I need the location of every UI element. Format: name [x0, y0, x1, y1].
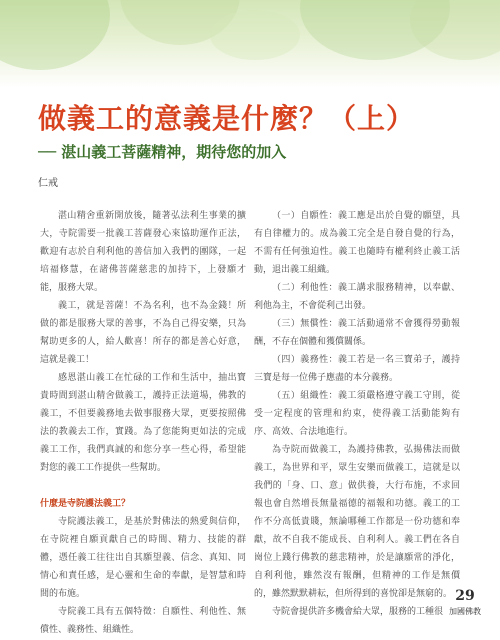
article-subtitle: ── 湛山義工菩薩精神，期待您的加入: [38, 143, 287, 161]
decorative-green-banner: [0, 0, 500, 88]
paragraph: 感恩湛山義工在忙碌的工作和生活中，抽出寶貴時間到湛山精舍做義工，護持正法道場，佛教的義工，不但要義務地去做事服務大眾，更要按照佛法的教義去工作，實踐。為了您能夠更如法的完成義工工作，我們真誠的和您分享一些心得，希望能對您的義工工作提供一些幫助。: [40, 373, 246, 473]
paragraph: （五）組織性：義工須嚴格遵守義工守則，從受一定程度的管理和約束，使得義工活動能夠有序、高效、合法地進行。: [254, 391, 460, 437]
paragraph: （三）無償性：義工活動通常不會獲得勞動報酬，不存在個體和獲償關係。: [254, 319, 460, 347]
right-column: [254, 207, 460, 621]
paragraph: 義工，就是菩薩！不為名利，也不為金錢！所做的都是服務大眾的善事，不為自己得安樂，只為幫助更多的人，給人歡喜！所存的都是善心好意，這就是義工！: [40, 301, 246, 365]
leaf-shape: [410, 0, 500, 60]
page-number: 29: [455, 588, 475, 604]
paragraph: （四）義務性：義工若是一名三寶弟子，護持三寶是每一位佛子應盡的本分義務。: [254, 355, 460, 383]
paragraph: （二）利他性：義工講求服務精神，以奉獻、利他為主，不會從利己出發。: [254, 283, 460, 311]
article-title: 做義工的意義是什麼？（上）: [38, 102, 416, 135]
author-name: 仁戒: [38, 178, 58, 189]
left-column: [40, 207, 246, 639]
section-heading: 什麼是寺院護法義工？: [40, 499, 131, 509]
leaf-shape: [0, 0, 110, 70]
paragraph: 寺院義工具有五個特徵：自願性、利他性、無償性、義務性、組織性。: [40, 607, 246, 635]
magazine-name: 加國佛教: [449, 607, 481, 616]
paragraph: 為寺院而做義工，為護持佛教，弘揚佛法而做義工，為世界和平，眾生安樂而做義工，這就是以我們的「身、口、意」做供養，大行布施，不求回報也會自然增長無量福德的福報和功德。義工的工作不分高低貴賤，無論哪種工作都是一份功德和奉獻，故不自我不能成長、自利利人。義工們在各自崗位上踐行佛教的慈悲精神，於是讓願常的淨化，自利利他，雖然沒有報酬，但精神的工作是無價的，雖然默默耕耘，但所得到的喜悅卻是無窮的。: [254, 445, 460, 599]
paragraph: 寺院會提供許多機會給大眾，服務的工種很: [272, 607, 444, 617]
paragraph: 湛山精舍重新開放後，隨著弘法利生事業的擴大，寺院需要一批義工菩薩發心來協助運作正法，歡迎有志於自利利他的善信加入我們的團隊，一起培福修慧，在諸佛菩薩慈悲的加持下，上發願才能，服務大眾。: [40, 211, 246, 293]
paragraph: （一）自願性：義工應是出於自覺的願望，具有自律權力的。成為義工完全是自發自覺的行為，不需有任何強迫性。義工也隨時有權利終止義工活動，退出義工組織。: [254, 211, 460, 275]
paragraph: 寺院護法義工，是基於對佛法的熱愛與信仰，在寺院裡自願貢獻自己的時間、精力、技能的群體，憑任義工往往出自其願望義、信念、真知、同情心和責任感，是心靈和生命的奉獻，是智慧和時間的布施。: [40, 517, 246, 599]
leaf-shape: [210, 10, 300, 60]
